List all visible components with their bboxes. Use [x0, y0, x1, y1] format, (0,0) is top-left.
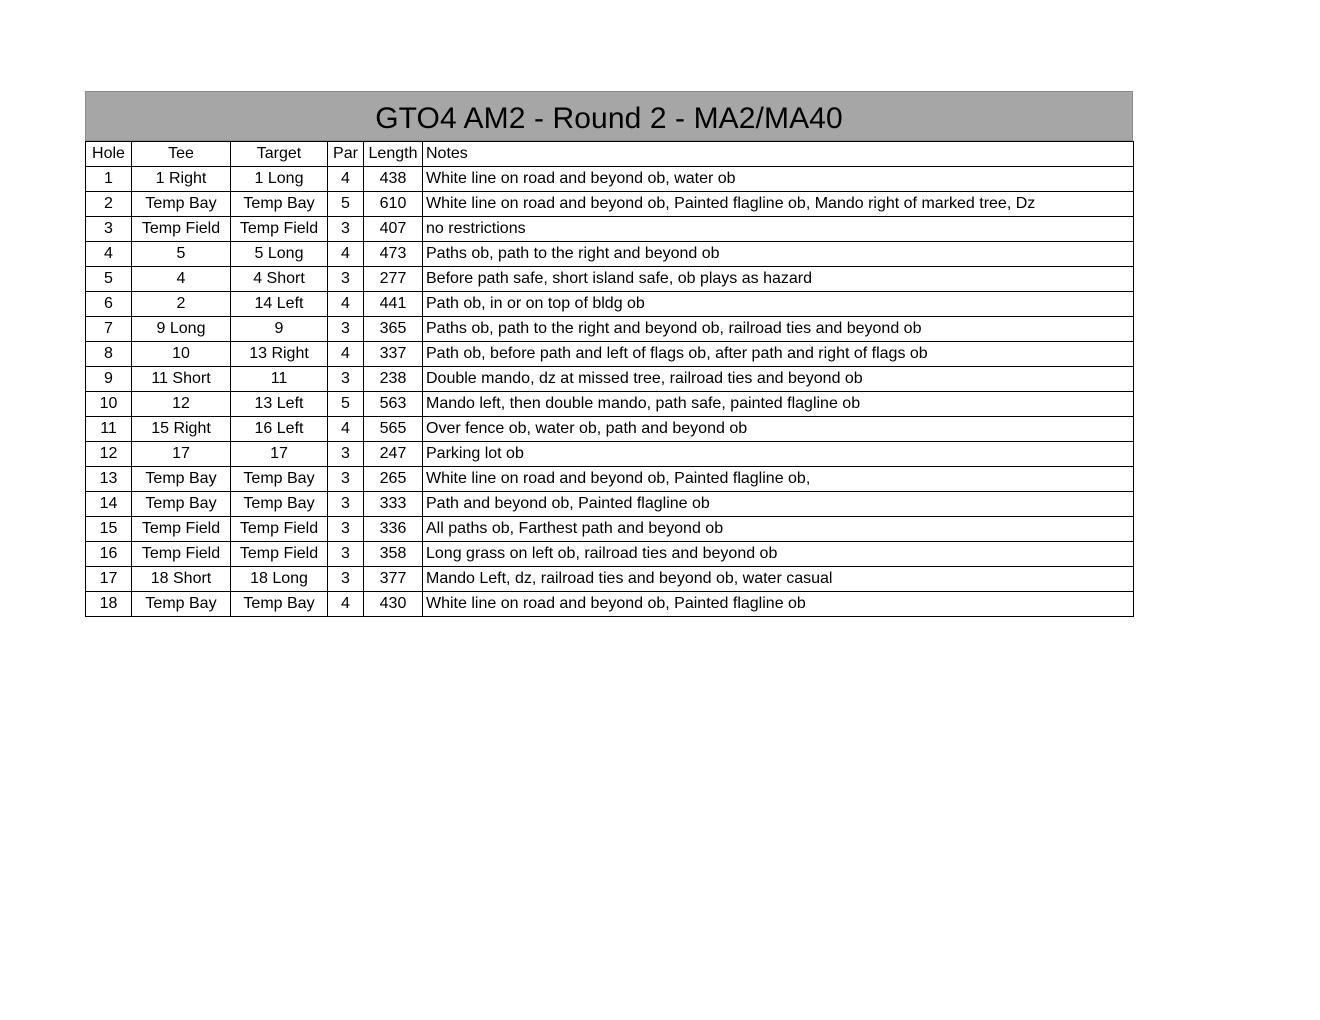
cell-par: 4 — [328, 167, 364, 192]
cell-notes: Long grass on left ob, railroad ties and beyond ob — [423, 542, 1134, 567]
cell-tee: Temp Bay — [132, 492, 231, 517]
header-tee: Tee — [132, 142, 231, 167]
header-hole: Hole — [86, 142, 132, 167]
cell-hole: 17 — [86, 567, 132, 592]
cell-hole: 9 — [86, 367, 132, 392]
cell-hole: 10 — [86, 392, 132, 417]
cell-tee: 18 Short — [132, 567, 231, 592]
cell-length: 377 — [364, 567, 423, 592]
cell-notes: Paths ob, path to the right and beyond ob — [423, 242, 1134, 267]
cell-target: Temp Bay — [231, 492, 328, 517]
cell-length: 430 — [364, 592, 423, 617]
cell-length: 336 — [364, 517, 423, 542]
cell-notes: Path ob, before path and left of flags ob, after path and right of flags ob — [423, 342, 1134, 367]
cell-length: 565 — [364, 417, 423, 442]
cell-tee: 17 — [132, 442, 231, 467]
table-row — [86, 417, 1134, 442]
cell-par: 4 — [328, 417, 364, 442]
cell-target: 14 Left — [231, 292, 328, 317]
cell-notes: Over fence ob, water ob, path and beyond ob — [423, 417, 1134, 442]
cell-par: 3 — [328, 517, 364, 542]
cell-hole: 15 — [86, 517, 132, 542]
cell-hole: 2 — [86, 192, 132, 217]
cell-target: 13 Left — [231, 392, 328, 417]
table-row — [86, 317, 1134, 342]
cell-par: 3 — [328, 492, 364, 517]
cell-notes: White line on road and beyond ob, Painted flagline ob — [423, 592, 1134, 617]
cell-par: 4 — [328, 592, 364, 617]
cell-par: 3 — [328, 317, 364, 342]
cell-hole: 13 — [86, 467, 132, 492]
cell-par: 3 — [328, 467, 364, 492]
cell-length: 358 — [364, 542, 423, 567]
title-bar — [85, 91, 1133, 141]
cell-notes: Path and beyond ob, Painted flagline ob — [423, 492, 1134, 517]
cell-tee: Temp Field — [132, 517, 231, 542]
cell-hole: 11 — [86, 417, 132, 442]
cell-tee: 10 — [132, 342, 231, 367]
cell-length: 365 — [364, 317, 423, 342]
cell-par: 4 — [328, 292, 364, 317]
cell-target: 9 — [231, 317, 328, 342]
cell-par: 3 — [328, 217, 364, 242]
table-row — [86, 517, 1134, 542]
cell-notes: Paths ob, path to the right and beyond ob, railroad ties and beyond ob — [423, 317, 1134, 342]
course-table — [85, 141, 1134, 617]
cell-notes: Parking lot ob — [423, 442, 1134, 467]
table-row — [86, 167, 1134, 192]
cell-hole: 7 — [86, 317, 132, 342]
cell-length: 333 — [364, 492, 423, 517]
cell-target: 1 Long — [231, 167, 328, 192]
table-row — [86, 342, 1134, 367]
course-sheet — [85, 91, 1133, 617]
header-length: Length — [364, 142, 423, 167]
table-row — [86, 392, 1134, 417]
cell-target: Temp Bay — [231, 592, 328, 617]
cell-hole: 4 — [86, 242, 132, 267]
cell-notes: White line on road and beyond ob, Painted flagline ob, Mando right of marked tree, Dz — [423, 192, 1134, 217]
cell-hole: 8 — [86, 342, 132, 367]
cell-target: 16 Left — [231, 417, 328, 442]
cell-tee: 11 Short — [132, 367, 231, 392]
table-row — [86, 542, 1134, 567]
cell-par: 3 — [328, 542, 364, 567]
table-row — [86, 592, 1134, 617]
header-target: Target — [231, 142, 328, 167]
table-row — [86, 367, 1134, 392]
cell-tee: 15 Right — [132, 417, 231, 442]
table-row — [86, 192, 1134, 217]
table-row — [86, 292, 1134, 317]
cell-par: 5 — [328, 392, 364, 417]
cell-par: 3 — [328, 367, 364, 392]
cell-par: 4 — [328, 242, 364, 267]
table-row — [86, 217, 1134, 242]
table-row — [86, 242, 1134, 267]
cell-hole: 16 — [86, 542, 132, 567]
cell-notes: no restrictions — [423, 217, 1134, 242]
table-row — [86, 267, 1134, 292]
cell-target: 18 Long — [231, 567, 328, 592]
cell-hole: 18 — [86, 592, 132, 617]
cell-tee: 1 Right — [132, 167, 231, 192]
cell-notes: All paths ob, Farthest path and beyond ob — [423, 517, 1134, 542]
cell-tee: Temp Bay — [132, 192, 231, 217]
cell-target: Temp Field — [231, 542, 328, 567]
cell-par: 3 — [328, 567, 364, 592]
cell-hole: 12 — [86, 442, 132, 467]
cell-par: 3 — [328, 442, 364, 467]
cell-length: 473 — [364, 242, 423, 267]
cell-length: 407 — [364, 217, 423, 242]
cell-hole: 5 — [86, 267, 132, 292]
cell-tee: 9 Long — [132, 317, 231, 342]
cell-par: 3 — [328, 267, 364, 292]
cell-hole: 14 — [86, 492, 132, 517]
cell-notes: Mando left, then double mando, path safe, painted flagline ob — [423, 392, 1134, 417]
cell-par: 5 — [328, 192, 364, 217]
cell-tee: Temp Bay — [132, 592, 231, 617]
cell-length: 238 — [364, 367, 423, 392]
cell-target: 5 Long — [231, 242, 328, 267]
cell-tee: Temp Field — [132, 217, 231, 242]
cell-notes: Before path safe, short island safe, ob plays as hazard — [423, 267, 1134, 292]
cell-target: Temp Bay — [231, 192, 328, 217]
cell-length: 247 — [364, 442, 423, 467]
cell-notes: White line on road and beyond ob, water ob — [423, 167, 1134, 192]
header-notes: Notes — [423, 142, 1134, 167]
cell-tee: 2 — [132, 292, 231, 317]
cell-notes: Mando Left, dz, railroad ties and beyond ob, water casual — [423, 567, 1134, 592]
cell-par: 4 — [328, 342, 364, 367]
header-par: Par — [328, 142, 364, 167]
cell-notes: White line on road and beyond ob, Painted flagline ob, — [423, 467, 1134, 492]
cell-tee: 4 — [132, 267, 231, 292]
cell-length: 563 — [364, 392, 423, 417]
cell-hole: 3 — [86, 217, 132, 242]
cell-hole: 6 — [86, 292, 132, 317]
header-row — [86, 142, 1134, 167]
table-body — [86, 167, 1134, 617]
table-row — [86, 492, 1134, 517]
cell-target: Temp Bay — [231, 467, 328, 492]
cell-target: 11 — [231, 367, 328, 392]
cell-target: Temp Field — [231, 217, 328, 242]
cell-tee: 12 — [132, 392, 231, 417]
cell-length: 610 — [364, 192, 423, 217]
cell-hole: 1 — [86, 167, 132, 192]
cell-length: 337 — [364, 342, 423, 367]
cell-length: 438 — [364, 167, 423, 192]
cell-tee: Temp Bay — [132, 467, 231, 492]
cell-target: 13 Right — [231, 342, 328, 367]
table-row — [86, 442, 1134, 467]
cell-target: Temp Field — [231, 517, 328, 542]
cell-tee: Temp Field — [132, 542, 231, 567]
cell-notes: Double mando, dz at missed tree, railroad ties and beyond ob — [423, 367, 1134, 392]
cell-length: 277 — [364, 267, 423, 292]
sheet-title: GTO4 AM2 - Round 2 - MA2/MA40 — [375, 102, 843, 135]
cell-tee: 5 — [132, 242, 231, 267]
cell-notes: Path ob, in or on top of bldg ob — [423, 292, 1134, 317]
cell-target: 4 Short — [231, 267, 328, 292]
cell-length: 265 — [364, 467, 423, 492]
table-row — [86, 567, 1134, 592]
cell-length: 441 — [364, 292, 423, 317]
table-row — [86, 467, 1134, 492]
cell-target: 17 — [231, 442, 328, 467]
